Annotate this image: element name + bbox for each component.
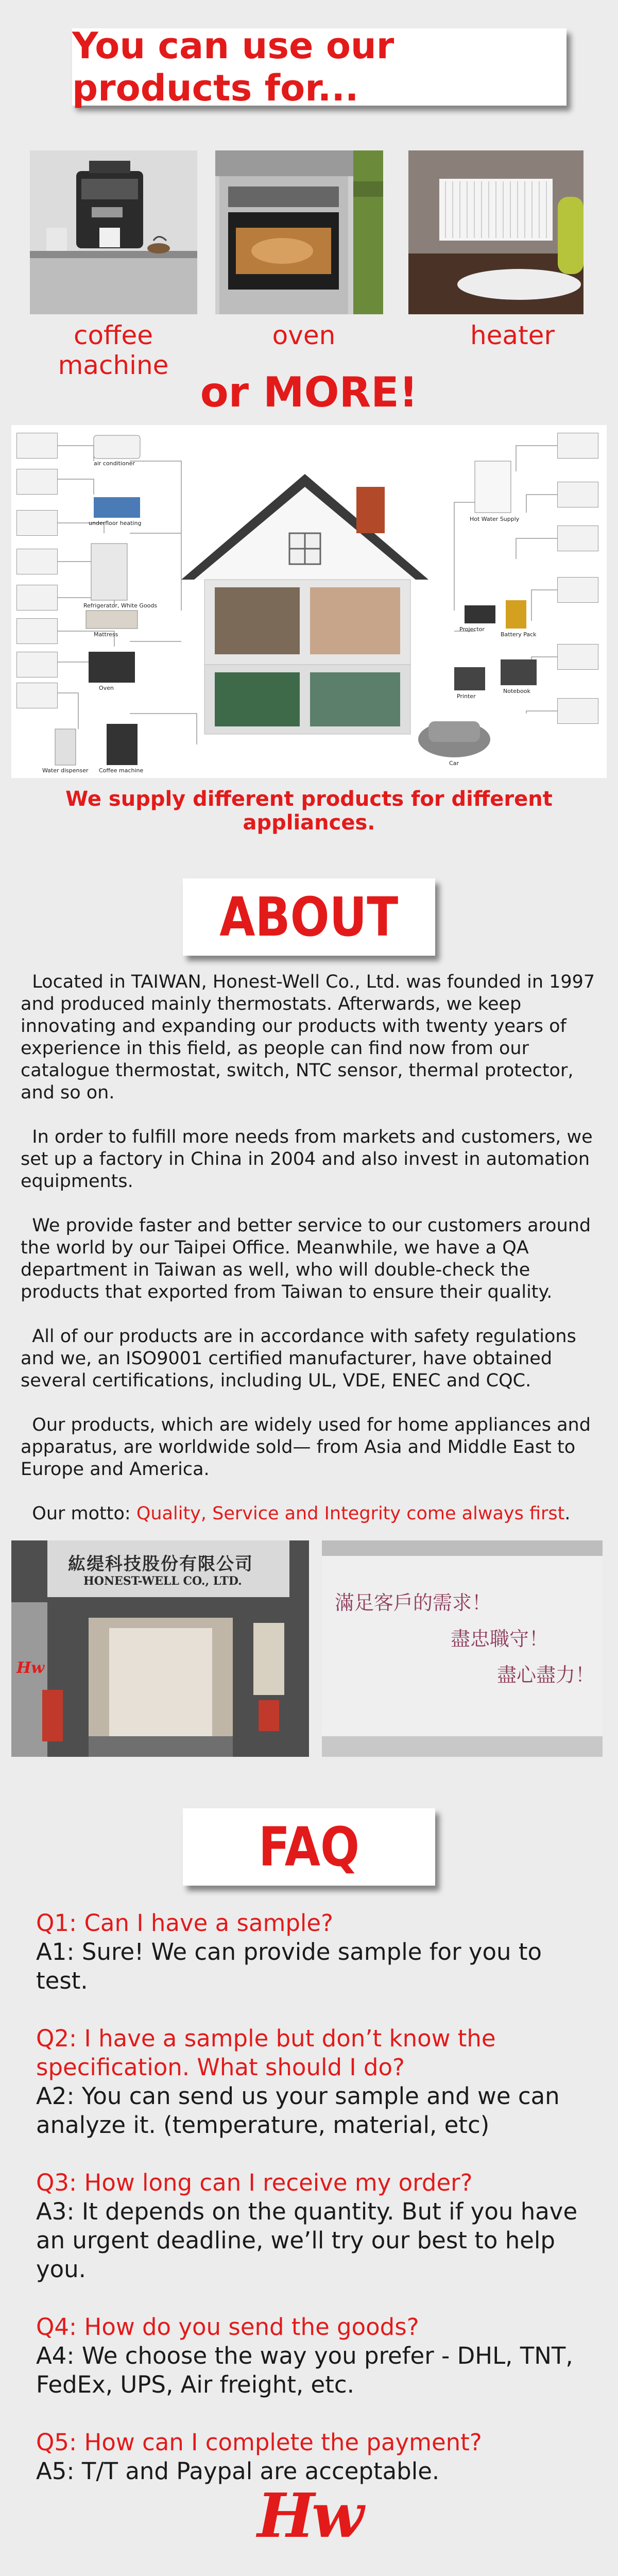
faq-title: FAQ bbox=[258, 1816, 360, 1878]
wall-slogan-1: 滿足客戶的需求！ bbox=[335, 1591, 492, 1614]
coffee-machine-caption: coffee machine bbox=[58, 320, 169, 380]
sensor-probe-4 bbox=[16, 549, 58, 574]
sensor-probe-1 bbox=[16, 433, 58, 459]
sensor-probe-3 bbox=[16, 510, 58, 536]
about-banner bbox=[183, 878, 435, 956]
sensor-probe-14 bbox=[557, 698, 598, 724]
heater-caption: heater bbox=[470, 320, 555, 350]
faq-question: Q2: I have a sample but don’t know the specification. What should I do? bbox=[36, 2025, 496, 2081]
faq-section bbox=[36, 1909, 597, 2515]
label-projector: Projector bbox=[459, 626, 485, 633]
oven-caption: oven bbox=[272, 320, 336, 350]
footer-logo-text: Hw bbox=[257, 2480, 361, 2551]
motto-line: Our motto: Quality, Service and Integrity come always first. bbox=[32, 1503, 571, 1524]
title-banner bbox=[72, 25, 566, 109]
faq-answer: A4: We choose the way you prefer - DHL, TNT, FedEx, UPS, Air freight, etc. bbox=[36, 2342, 573, 2398]
sensor-probe-13 bbox=[557, 644, 598, 670]
heater-photo bbox=[408, 150, 583, 314]
sensor-probe-10 bbox=[557, 482, 598, 507]
honest-well-logo bbox=[242, 2481, 376, 2550]
company-sign-english: HONEST-WELL CO., LTD. bbox=[83, 1574, 242, 1588]
about-paragraph: Our products, which are widely used for home appliances and apparatus, are worldwide sold— from Asia and Middle East to Europe and America. bbox=[21, 1415, 591, 1480]
supply-tagline: We supply different products for different appliances. bbox=[65, 787, 553, 835]
sensor-probe-7 bbox=[16, 652, 58, 677]
label-refrigerator: Refrigerator, White Goods bbox=[83, 602, 158, 609]
about-paragraph: All of our products are in accordance with safety regulations and we, an ISO9001 certified manufacturer, have obtained several certifications, including UL, VDE, ENEC and CQC. bbox=[21, 1326, 576, 1391]
oven-photo bbox=[215, 150, 383, 314]
label-water-dispenser: Water dispenser bbox=[42, 767, 89, 774]
sensor-probe-2 bbox=[16, 469, 58, 495]
label-mattress: Mattress bbox=[94, 631, 118, 638]
sensor-probe-5 bbox=[16, 585, 58, 611]
application-diagram bbox=[11, 425, 607, 778]
sensor-probe-12 bbox=[557, 577, 598, 603]
label-notebook: Notebook bbox=[503, 688, 530, 694]
faq-question: Q5: How can I complete the payment? bbox=[36, 2429, 482, 2456]
about-paragraph: We provide faster and better service to our customers around the world by our Taipei Office. Meanwhile, we have a QA department in Taiwan as well, who will double-check the products that exported from Taiwan to ensure their quality. bbox=[21, 1215, 591, 1302]
office-wall-photo bbox=[322, 1540, 603, 1757]
coffee-machine-photo bbox=[30, 150, 197, 314]
label-car: Car bbox=[449, 760, 459, 767]
label-underfloor-heating: underfloor heating bbox=[89, 520, 142, 527]
page-title: You can use our products for... bbox=[72, 25, 394, 109]
label-air-conditioner: air conditioner bbox=[94, 460, 135, 467]
faq-banner bbox=[183, 1808, 435, 1886]
label-coffee-machine: Coffee machine bbox=[99, 767, 144, 774]
company-sign-chinese: 紘缇科技股份有限公司 bbox=[68, 1554, 253, 1574]
faq-answer: A2: You can send us your sample and we can analyze it. (temperature, material, etc) bbox=[36, 2082, 560, 2139]
or-more-heading: or MORE! bbox=[200, 368, 418, 416]
about-paragraph: In order to fulfill more needs from markets and customers, we set up a factory in China in 2004 and also invest in automation equipments. bbox=[21, 1127, 593, 1192]
sensor-probe-8 bbox=[16, 683, 58, 708]
faq-answer: A3: It depends on the quantity. But if you have an urgent deadline, we’ll try our best to help you. bbox=[36, 2198, 578, 2283]
sensor-probe-6 bbox=[16, 618, 58, 644]
office-logo: Hw bbox=[16, 1659, 45, 1677]
label-battery-pack: Battery Pack bbox=[501, 631, 537, 638]
about-paragraph: Located in TAIWAN, Honest-Well Co., Ltd. was founded in 1997 and produced mainly thermostats. Afterwards, we keep innovating and expanding our products with twenty years of experience in this field, as people can find now from our catalogue thermostat, switch, NTC sensor, thermal protector, and so on. bbox=[21, 972, 595, 1103]
wall-slogan-3: 盡心盡力！ bbox=[497, 1664, 595, 1686]
motto-highlight: Quality, Service and Integrity come always first bbox=[136, 1503, 565, 1524]
about-section bbox=[21, 971, 597, 1547]
wall-slogan-2: 盡忠職守！ bbox=[451, 1628, 549, 1650]
faq-question: Q1: Can I have a sample? bbox=[36, 1909, 334, 1937]
sensor-probe-11 bbox=[557, 526, 598, 551]
faq-question: Q3: How long can I receive my order? bbox=[36, 2169, 473, 2196]
faq-answer: A5: T/T and Paypal are acceptable. bbox=[36, 2458, 440, 2485]
sensor-probe-9 bbox=[557, 433, 598, 459]
about-title: ABOUT bbox=[219, 886, 399, 948]
office-entrance-photo bbox=[11, 1540, 309, 1757]
label-oven: Oven bbox=[99, 685, 114, 691]
faq-question: Q4: How do you send the goods? bbox=[36, 2313, 419, 2341]
faq-answer: A1: Sure! We can provide sample for you to test. bbox=[36, 1938, 542, 1994]
label-printer: Printer bbox=[457, 693, 476, 700]
label-hot-water-supply: Hot Water Supply bbox=[470, 516, 520, 522]
